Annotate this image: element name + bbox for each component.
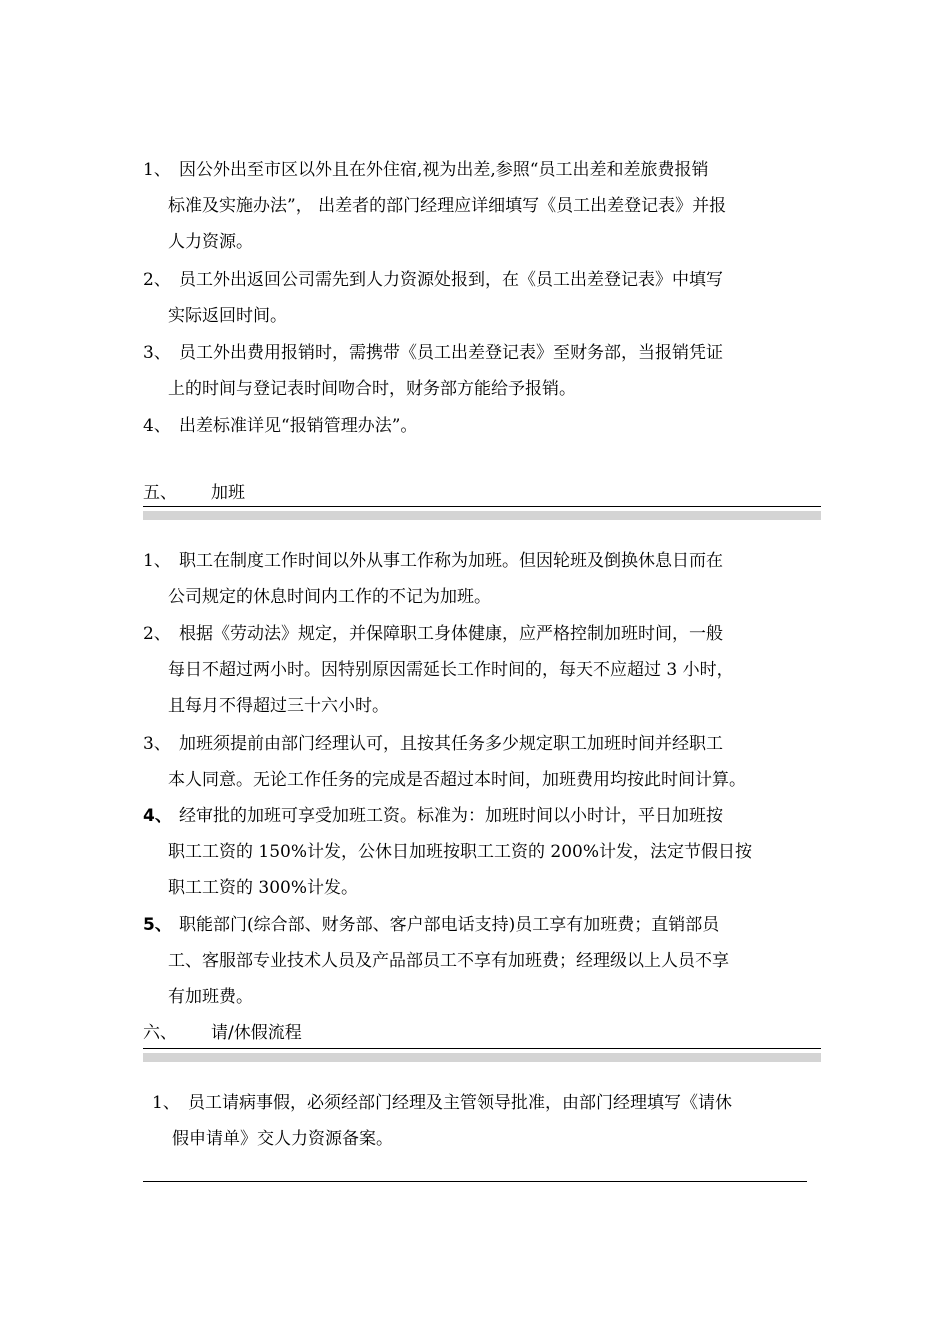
list-item <box>143 616 734 724</box>
item-text: 上的时间与登记表时间吻合时，财务部方能给予报销。 <box>168 379 576 399</box>
list-item <box>143 726 746 798</box>
item-number: 1、 <box>143 160 171 180</box>
section-number: 六、 <box>143 1023 177 1043</box>
item-number: 5、 <box>143 915 172 935</box>
item-text: 每日不超过两小时。因特别原因需延长工作时间的，每天不应超过 3 小时， <box>168 660 734 680</box>
item-text: 加班须提前由部门经理认可，且按其任务多少规定职工加班时间并经职工 <box>179 734 723 754</box>
list-item <box>143 152 726 260</box>
item-text: 根据《劳动法》规定，并保障职工身体健康，应严格控制加班时间，一般 <box>179 624 723 644</box>
section-rule-shade <box>143 1053 821 1062</box>
list-item <box>143 798 752 906</box>
item-text: 实际返回时间。 <box>168 306 287 326</box>
item-text: 职工工资的 300%计发。 <box>168 878 359 898</box>
section-title: 请/休假流程 <box>211 1023 302 1043</box>
list-item <box>152 1085 732 1157</box>
item-number: 3、 <box>143 734 171 754</box>
item-text: 标准及实施办法”， 出差者的部门经理应详细填写《员工出差登记表》并报 <box>168 196 727 216</box>
section-rule <box>143 506 821 507</box>
item-text: 因公外出至市区以外且在外住宿,视为出差,参照“员工出差和差旅费报销 <box>179 160 709 180</box>
item-number: 2、 <box>143 624 171 644</box>
section-rule-shade <box>143 511 821 520</box>
item-text: 出差标准详见“报销管理办法”。 <box>179 416 418 436</box>
section-title: 加班 <box>211 483 245 503</box>
list-item <box>143 907 729 1015</box>
item-text: 职工工资的 150%计发，公休日加班按职工工资的 200%计发，法定节假日按 <box>168 842 753 862</box>
list-item <box>143 408 417 444</box>
item-number: 3、 <box>143 343 171 363</box>
item-number: 4、 <box>143 806 172 826</box>
page-bottom-rule <box>143 1181 807 1182</box>
item-number: 4、 <box>143 416 171 436</box>
item-text: 职能部门(综合部、财务部、客户部电话支持)员工享有加班费；直销部员 <box>179 915 720 935</box>
item-text: 有加班费。 <box>168 987 253 1007</box>
list-item <box>143 262 723 334</box>
list-item <box>143 543 723 615</box>
item-text: 员工外出费用报销时，需携带《员工出差登记表》至财务部，当报销凭证 <box>179 343 723 363</box>
item-text: 工、客服部专业技术人员及产品部员工不享有加班费；经理级以上人员不享 <box>168 951 729 971</box>
item-number: 2、 <box>143 270 171 290</box>
item-text: 员工请病事假，必须经部门经理及主管领导批准，由部门经理填写《请休 <box>188 1093 732 1113</box>
item-number: 1、 <box>143 551 171 571</box>
item-text: 公司规定的休息时间内工作的不记为加班。 <box>168 587 491 607</box>
item-text: 经审批的加班可享受加班工资。标准为：加班时间以小时计，平日加班按 <box>179 806 723 826</box>
item-number: 1、 <box>152 1093 180 1113</box>
item-text: 员工外出返回公司需先到人力资源处报到，在《员工出差登记表》中填写 <box>179 270 723 290</box>
item-text: 本人同意。无论工作任务的完成是否超过本时间，加班费用均按此时间计算。 <box>168 770 746 790</box>
section-rule <box>143 1048 821 1049</box>
list-item <box>143 335 723 407</box>
item-text: 职工在制度工作时间以外从事工作称为加班。但因轮班及倒换休息日而在 <box>179 551 723 571</box>
item-text: 人力资源。 <box>168 232 253 252</box>
item-text: 且每月不得超过三十六小时。 <box>168 696 389 716</box>
item-text: 假申请单》交人力资源备案。 <box>172 1129 393 1149</box>
section-number: 五、 <box>143 483 177 503</box>
